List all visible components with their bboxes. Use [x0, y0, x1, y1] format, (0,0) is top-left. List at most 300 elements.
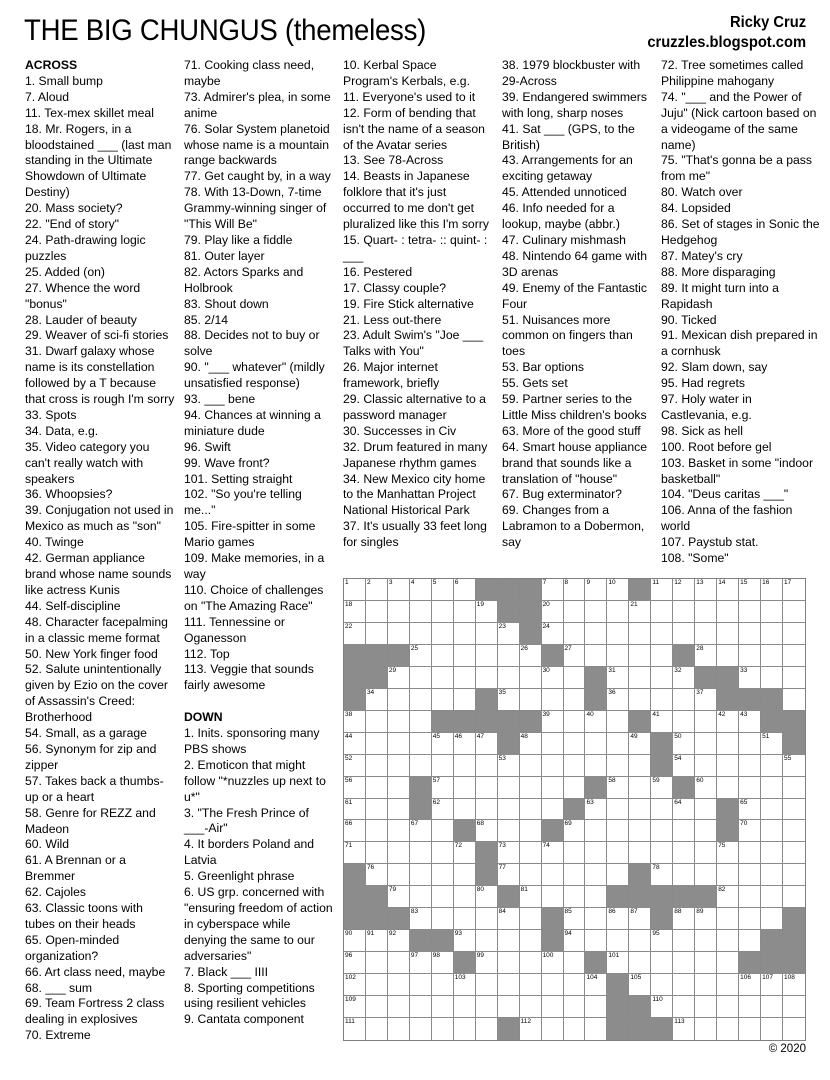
grid-cell[interactable]: [651, 842, 673, 864]
grid-cell[interactable]: [344, 952, 366, 974]
grid-cell[interactable]: [498, 996, 520, 1018]
grid-cell[interactable]: [498, 842, 520, 864]
grid-cell[interactable]: [761, 996, 783, 1018]
grid-cell[interactable]: [520, 996, 542, 1018]
grid-cell[interactable]: [761, 777, 783, 799]
grid-cell[interactable]: [651, 952, 673, 974]
grid-cell[interactable]: [520, 799, 542, 821]
grid-cell[interactable]: [761, 799, 783, 821]
grid-cell[interactable]: [739, 711, 761, 733]
grid-cell[interactable]: [739, 1018, 761, 1040]
grid-cell[interactable]: [585, 645, 607, 667]
grid-cell[interactable]: [673, 711, 695, 733]
grid-cell[interactable]: [607, 689, 629, 711]
grid-cell[interactable]: [388, 755, 410, 777]
grid-cell[interactable]: [761, 601, 783, 623]
grid-cell[interactable]: [344, 842, 366, 864]
grid-cell[interactable]: [651, 930, 673, 952]
grid-cell[interactable]: [476, 755, 498, 777]
grid-cell[interactable]: [739, 842, 761, 864]
grid-cell[interactable]: [542, 952, 564, 974]
grid-cell[interactable]: [564, 689, 586, 711]
grid-cell[interactable]: [410, 711, 432, 733]
grid-cell[interactable]: [564, 623, 586, 645]
grid-cell[interactable]: [432, 974, 454, 996]
grid-cell[interactable]: [761, 864, 783, 886]
grid-cell[interactable]: [366, 974, 388, 996]
grid-cell[interactable]: [564, 645, 586, 667]
grid-cell[interactable]: [695, 799, 717, 821]
grid-cell[interactable]: [651, 579, 673, 601]
grid-cell[interactable]: [761, 820, 783, 842]
grid-cell[interactable]: [739, 601, 761, 623]
grid-cell[interactable]: [651, 820, 673, 842]
grid-cell[interactable]: [717, 601, 739, 623]
grid-cell[interactable]: [695, 645, 717, 667]
grid-cell[interactable]: [739, 908, 761, 930]
grid-cell[interactable]: [542, 733, 564, 755]
grid-cell[interactable]: [410, 864, 432, 886]
grid-cell[interactable]: [717, 930, 739, 952]
grid-cell[interactable]: [344, 777, 366, 799]
grid-cell[interactable]: [783, 864, 805, 886]
grid-cell[interactable]: [761, 886, 783, 908]
grid-cell[interactable]: [454, 623, 476, 645]
grid-cell[interactable]: [695, 689, 717, 711]
grid-cell[interactable]: [739, 799, 761, 821]
grid-cell[interactable]: [498, 799, 520, 821]
grid-cell[interactable]: [432, 601, 454, 623]
grid-cell[interactable]: [739, 820, 761, 842]
grid-cell[interactable]: [454, 864, 476, 886]
grid-cell[interactable]: [695, 974, 717, 996]
grid-cell[interactable]: [410, 886, 432, 908]
grid-cell[interactable]: [432, 1018, 454, 1040]
grid-cell[interactable]: [432, 952, 454, 974]
grid-cell[interactable]: [585, 755, 607, 777]
grid-cell[interactable]: [388, 974, 410, 996]
grid-cell[interactable]: [651, 601, 673, 623]
grid-cell[interactable]: [717, 974, 739, 996]
grid-cell[interactable]: [585, 579, 607, 601]
grid-cell[interactable]: [366, 711, 388, 733]
grid-cell[interactable]: [432, 908, 454, 930]
grid-cell[interactable]: [739, 667, 761, 689]
grid-cell[interactable]: [673, 689, 695, 711]
grid-cell[interactable]: [695, 864, 717, 886]
grid-cell[interactable]: [695, 711, 717, 733]
grid-cell[interactable]: [761, 579, 783, 601]
grid-cell[interactable]: [783, 1018, 805, 1040]
grid-cell[interactable]: [432, 755, 454, 777]
grid-cell[interactable]: [717, 886, 739, 908]
grid-cell[interactable]: [607, 908, 629, 930]
grid-cell[interactable]: [717, 579, 739, 601]
grid-cell[interactable]: [564, 711, 586, 733]
grid-cell[interactable]: [366, 930, 388, 952]
grid-cell[interactable]: [717, 864, 739, 886]
grid-cell[interactable]: [476, 799, 498, 821]
grid-cell[interactable]: [432, 689, 454, 711]
grid-cell[interactable]: [388, 667, 410, 689]
grid-cell[interactable]: [366, 733, 388, 755]
grid-cell[interactable]: [717, 623, 739, 645]
grid-cell[interactable]: [410, 733, 432, 755]
grid-cell[interactable]: [542, 667, 564, 689]
grid-cell[interactable]: [629, 755, 651, 777]
grid-cell[interactable]: [783, 886, 805, 908]
grid-cell[interactable]: [585, 601, 607, 623]
grid-cell[interactable]: [651, 645, 673, 667]
grid-cell[interactable]: [410, 996, 432, 1018]
grid-cell[interactable]: [542, 777, 564, 799]
grid-cell[interactable]: [520, 689, 542, 711]
grid-cell[interactable]: [564, 1018, 586, 1040]
grid-cell[interactable]: [410, 820, 432, 842]
grid-cell[interactable]: [739, 733, 761, 755]
grid-cell[interactable]: [629, 930, 651, 952]
grid-cell[interactable]: [607, 645, 629, 667]
grid-cell[interactable]: [673, 974, 695, 996]
grid-cell[interactable]: [520, 930, 542, 952]
grid-cell[interactable]: [564, 667, 586, 689]
grid-cell[interactable]: [476, 777, 498, 799]
grid-cell[interactable]: [542, 864, 564, 886]
grid-cell[interactable]: [564, 601, 586, 623]
grid-cell[interactable]: [607, 755, 629, 777]
grid-cell[interactable]: [585, 1018, 607, 1040]
grid-cell[interactable]: [629, 952, 651, 974]
grid-cell[interactable]: [651, 689, 673, 711]
grid-cell[interactable]: [476, 733, 498, 755]
grid-cell[interactable]: [344, 930, 366, 952]
grid-cell[interactable]: [410, 623, 432, 645]
grid-cell[interactable]: [366, 777, 388, 799]
grid-cell[interactable]: [498, 952, 520, 974]
grid-cell[interactable]: [432, 996, 454, 1018]
grid-cell[interactable]: [432, 842, 454, 864]
grid-cell[interactable]: [520, 777, 542, 799]
grid-cell[interactable]: [388, 623, 410, 645]
grid-cell[interactable]: [498, 908, 520, 930]
grid-cell[interactable]: [520, 952, 542, 974]
grid-cell[interactable]: [607, 579, 629, 601]
grid-cell[interactable]: [607, 777, 629, 799]
grid-cell[interactable]: [585, 799, 607, 821]
grid-cell[interactable]: [761, 645, 783, 667]
grid-cell[interactable]: [520, 1018, 542, 1040]
grid-cell[interactable]: [564, 908, 586, 930]
grid-cell[interactable]: [388, 799, 410, 821]
grid-cell[interactable]: [454, 908, 476, 930]
grid-cell[interactable]: [783, 645, 805, 667]
grid-cell[interactable]: [564, 755, 586, 777]
grid-cell[interactable]: [607, 733, 629, 755]
grid-cell[interactable]: [520, 733, 542, 755]
grid-cell[interactable]: [542, 579, 564, 601]
grid-cell[interactable]: [476, 952, 498, 974]
grid-cell[interactable]: [388, 689, 410, 711]
grid-cell[interactable]: [564, 820, 586, 842]
grid-cell[interactable]: [498, 820, 520, 842]
grid-cell[interactable]: [607, 623, 629, 645]
grid-cell[interactable]: [454, 755, 476, 777]
grid-cell[interactable]: [454, 1018, 476, 1040]
grid-cell[interactable]: [761, 908, 783, 930]
grid-cell[interactable]: [388, 777, 410, 799]
grid-cell[interactable]: [651, 799, 673, 821]
grid-cell[interactable]: [717, 1018, 739, 1040]
grid-cell[interactable]: [498, 623, 520, 645]
grid-cell[interactable]: [585, 842, 607, 864]
grid-cell[interactable]: [366, 579, 388, 601]
grid-cell[interactable]: [783, 842, 805, 864]
grid-cell[interactable]: [673, 601, 695, 623]
grid-cell[interactable]: [454, 974, 476, 996]
grid-cell[interactable]: [564, 886, 586, 908]
grid-cell[interactable]: [366, 755, 388, 777]
grid-cell[interactable]: [410, 645, 432, 667]
grid-cell[interactable]: [761, 623, 783, 645]
grid-cell[interactable]: [476, 667, 498, 689]
grid-cell[interactable]: [783, 755, 805, 777]
grid-cell[interactable]: [629, 601, 651, 623]
grid-cell[interactable]: [673, 908, 695, 930]
grid-cell[interactable]: [454, 667, 476, 689]
grid-cell[interactable]: [432, 886, 454, 908]
grid-cell[interactable]: [454, 601, 476, 623]
grid-cell[interactable]: [783, 601, 805, 623]
grid-cell[interactable]: [432, 799, 454, 821]
grid-cell[interactable]: [454, 930, 476, 952]
grid-cell[interactable]: [717, 952, 739, 974]
grid-cell[interactable]: [629, 777, 651, 799]
grid-cell[interactable]: [344, 799, 366, 821]
grid-cell[interactable]: [454, 579, 476, 601]
grid-cell[interactable]: [673, 930, 695, 952]
grid-cell[interactable]: [542, 601, 564, 623]
grid-cell[interactable]: [783, 623, 805, 645]
grid-cell[interactable]: [410, 667, 432, 689]
grid-cell[interactable]: [695, 842, 717, 864]
grid-cell[interactable]: [717, 733, 739, 755]
grid-cell[interactable]: [498, 930, 520, 952]
grid-cell[interactable]: [542, 755, 564, 777]
grid-cell[interactable]: [388, 864, 410, 886]
grid-cell[interactable]: [761, 974, 783, 996]
grid-cell[interactable]: [564, 996, 586, 1018]
grid-cell[interactable]: [432, 667, 454, 689]
grid-cell[interactable]: [607, 930, 629, 952]
grid-cell[interactable]: [410, 908, 432, 930]
grid-cell[interactable]: [564, 842, 586, 864]
grid-cell[interactable]: [498, 645, 520, 667]
grid-cell[interactable]: [410, 755, 432, 777]
grid-cell[interactable]: [454, 777, 476, 799]
grid-cell[interactable]: [344, 579, 366, 601]
grid-cell[interactable]: [410, 842, 432, 864]
grid-cell[interactable]: [476, 1018, 498, 1040]
grid-cell[interactable]: [695, 579, 717, 601]
grid-cell[interactable]: [695, 996, 717, 1018]
grid-cell[interactable]: [607, 864, 629, 886]
grid-cell[interactable]: [476, 886, 498, 908]
grid-cell[interactable]: [344, 996, 366, 1018]
grid-cell[interactable]: [564, 733, 586, 755]
grid-cell[interactable]: [629, 667, 651, 689]
grid-cell[interactable]: [454, 842, 476, 864]
grid-cell[interactable]: [629, 974, 651, 996]
grid-cell[interactable]: [607, 601, 629, 623]
grid-cell[interactable]: [520, 908, 542, 930]
grid-cell[interactable]: [520, 974, 542, 996]
grid-cell[interactable]: [607, 799, 629, 821]
grid-cell[interactable]: [542, 974, 564, 996]
grid-cell[interactable]: [344, 755, 366, 777]
grid-cell[interactable]: [388, 996, 410, 1018]
grid-cell[interactable]: [344, 974, 366, 996]
grid-cell[interactable]: [717, 777, 739, 799]
grid-cell[interactable]: [476, 645, 498, 667]
grid-cell[interactable]: [542, 842, 564, 864]
grid-cell[interactable]: [673, 952, 695, 974]
grid-cell[interactable]: [498, 777, 520, 799]
grid-cell[interactable]: [629, 820, 651, 842]
grid-cell[interactable]: [388, 733, 410, 755]
grid-cell[interactable]: [366, 842, 388, 864]
grid-cell[interactable]: [585, 864, 607, 886]
grid-cell[interactable]: [695, 777, 717, 799]
grid-cell[interactable]: [695, 601, 717, 623]
grid-cell[interactable]: [761, 755, 783, 777]
grid-cell[interactable]: [607, 711, 629, 733]
grid-cell[interactable]: [432, 623, 454, 645]
grid-cell[interactable]: [388, 930, 410, 952]
grid-cell[interactable]: [410, 952, 432, 974]
grid-cell[interactable]: [607, 820, 629, 842]
grid-cell[interactable]: [388, 820, 410, 842]
grid-cell[interactable]: [651, 864, 673, 886]
grid-cell[interactable]: [454, 799, 476, 821]
grid-cell[interactable]: [695, 623, 717, 645]
grid-cell[interactable]: [454, 689, 476, 711]
grid-cell[interactable]: [454, 996, 476, 1018]
grid-cell[interactable]: [739, 996, 761, 1018]
grid-cell[interactable]: [783, 820, 805, 842]
grid-cell[interactable]: [629, 689, 651, 711]
grid-cell[interactable]: [432, 864, 454, 886]
grid-cell[interactable]: [717, 755, 739, 777]
grid-cell[interactable]: [344, 623, 366, 645]
grid-cell[interactable]: [542, 711, 564, 733]
grid-cell[interactable]: [432, 777, 454, 799]
grid-cell[interactable]: [564, 864, 586, 886]
grid-cell[interactable]: [673, 864, 695, 886]
grid-cell[interactable]: [651, 711, 673, 733]
grid-cell[interactable]: [673, 996, 695, 1018]
grid-cell[interactable]: [695, 908, 717, 930]
grid-cell[interactable]: [783, 974, 805, 996]
grid-cell[interactable]: [629, 908, 651, 930]
grid-cell[interactable]: [564, 930, 586, 952]
grid-cell[interactable]: [695, 733, 717, 755]
grid-cell[interactable]: [498, 974, 520, 996]
grid-cell[interactable]: [629, 799, 651, 821]
grid-cell[interactable]: [585, 930, 607, 952]
grid-cell[interactable]: [454, 886, 476, 908]
grid-cell[interactable]: [629, 842, 651, 864]
grid-cell[interactable]: [739, 623, 761, 645]
grid-cell[interactable]: [783, 777, 805, 799]
grid-cell[interactable]: [410, 601, 432, 623]
grid-cell[interactable]: [717, 996, 739, 1018]
grid-cell[interactable]: [366, 601, 388, 623]
grid-cell[interactable]: [344, 820, 366, 842]
grid-cell[interactable]: [542, 689, 564, 711]
grid-cell[interactable]: [520, 667, 542, 689]
grid-cell[interactable]: [344, 601, 366, 623]
grid-cell[interactable]: [476, 930, 498, 952]
grid-cell[interactable]: [542, 623, 564, 645]
grid-cell[interactable]: [673, 623, 695, 645]
grid-cell[interactable]: [564, 974, 586, 996]
grid-cell[interactable]: [673, 799, 695, 821]
grid-cell[interactable]: [695, 755, 717, 777]
grid-cell[interactable]: [739, 864, 761, 886]
grid-cell[interactable]: [542, 1018, 564, 1040]
grid-cell[interactable]: [476, 623, 498, 645]
grid-cell[interactable]: [476, 996, 498, 1018]
grid-cell[interactable]: [761, 1018, 783, 1040]
grid-cell[interactable]: [366, 1018, 388, 1040]
grid-cell[interactable]: [673, 733, 695, 755]
grid-cell[interactable]: [673, 579, 695, 601]
grid-cell[interactable]: [783, 579, 805, 601]
grid-cell[interactable]: [783, 799, 805, 821]
grid-cell[interactable]: [739, 974, 761, 996]
grid-cell[interactable]: [454, 733, 476, 755]
grid-cell[interactable]: [344, 1018, 366, 1040]
grid-cell[interactable]: [454, 645, 476, 667]
grid-cell[interactable]: [542, 886, 564, 908]
grid-cell[interactable]: [564, 952, 586, 974]
grid-cell[interactable]: [651, 777, 673, 799]
grid-cell[interactable]: [695, 1018, 717, 1040]
grid-cell[interactable]: [607, 667, 629, 689]
grid-cell[interactable]: [410, 1018, 432, 1040]
grid-cell[interactable]: [366, 952, 388, 974]
grid-cell[interactable]: [498, 667, 520, 689]
grid-cell[interactable]: [410, 689, 432, 711]
grid-cell[interactable]: [717, 842, 739, 864]
grid-cell[interactable]: [388, 952, 410, 974]
grid-cell[interactable]: [739, 579, 761, 601]
grid-cell[interactable]: [585, 996, 607, 1018]
grid-cell[interactable]: [695, 820, 717, 842]
grid-cell[interactable]: [585, 711, 607, 733]
grid-cell[interactable]: [629, 733, 651, 755]
grid-cell[interactable]: [783, 689, 805, 711]
grid-cell[interactable]: [585, 733, 607, 755]
grid-cell[interactable]: [520, 755, 542, 777]
grid-cell[interactable]: [520, 645, 542, 667]
grid-cell[interactable]: [366, 820, 388, 842]
grid-cell[interactable]: [520, 886, 542, 908]
grid-cell[interactable]: [761, 667, 783, 689]
grid-cell[interactable]: [651, 996, 673, 1018]
grid-cell[interactable]: [520, 864, 542, 886]
grid-cell[interactable]: [651, 667, 673, 689]
